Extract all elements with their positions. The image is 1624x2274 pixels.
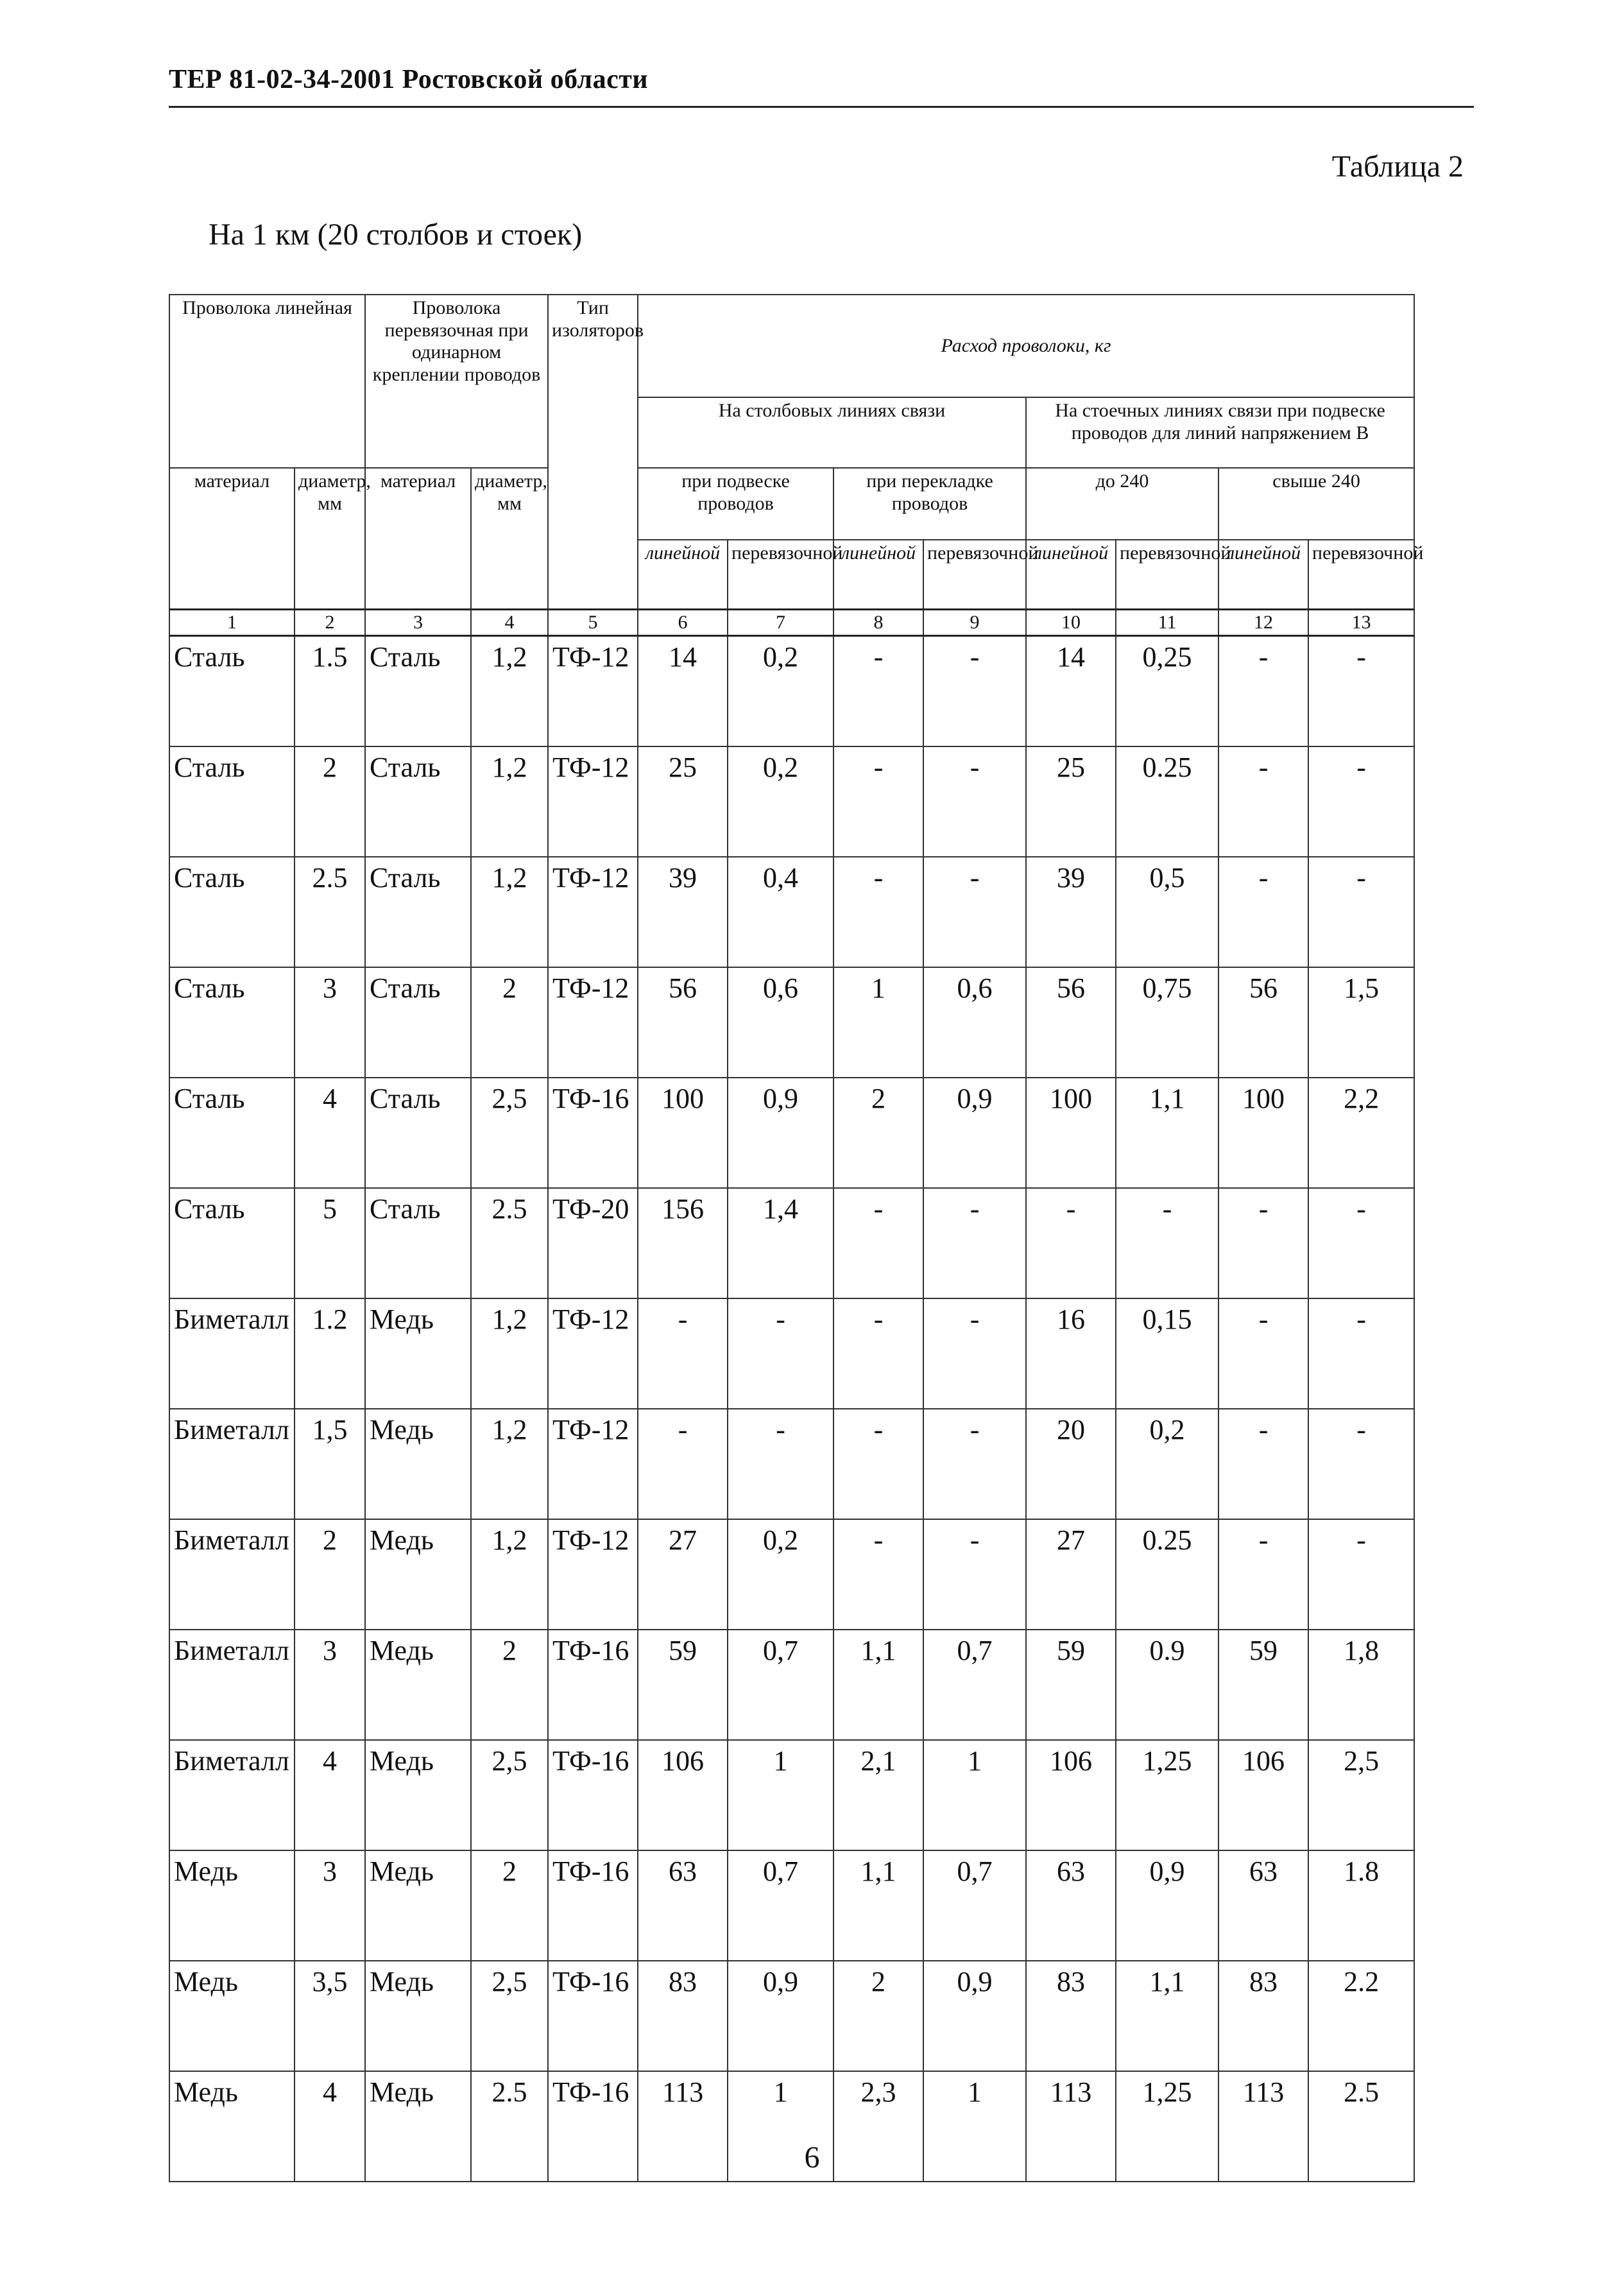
cell-binding-material: Медь (365, 1850, 471, 1961)
cell-binding-diameter: 2.5 (471, 2071, 548, 2182)
column-number: 3 (365, 609, 471, 635)
cell-rack-over240-binding: - (1308, 635, 1414, 746)
cell-pole-suspension-linear: 27 (638, 1519, 728, 1630)
cell-pole-transfer-binding: - (923, 635, 1026, 746)
cell-pole-transfer-binding: 0,7 (923, 1850, 1026, 1961)
cell-rack-over240-binding: 2,2 (1308, 1078, 1414, 1188)
column-number: 1 (169, 609, 295, 635)
cell-pole-suspension-binding: 0,2 (728, 746, 833, 857)
cell-pole-transfer-binding: - (923, 746, 1026, 857)
cell-binding-material: Медь (365, 1961, 471, 2071)
cell-binding-material: Медь (365, 1630, 471, 1740)
header-diameter-binding: диаметр, мм (471, 468, 548, 609)
cell-pole-suspension-binding: 0,2 (728, 635, 833, 746)
cell-binding-material: Сталь (365, 635, 471, 746)
cell-insulator-type: ТФ-12 (548, 1409, 638, 1519)
table-row (169, 1188, 1414, 1298)
cell-rack-upto240-linear: 113 (1026, 2071, 1116, 2182)
cell-pole-transfer-linear: 1,1 (833, 1850, 923, 1961)
header-binding: перевязочной (728, 540, 833, 609)
cell-pole-suspension-binding: - (728, 1409, 833, 1519)
cell-binding-diameter: 1,2 (471, 857, 548, 967)
cell-pole-transfer-linear: - (833, 857, 923, 967)
column-number: 9 (923, 609, 1026, 635)
cell-rack-over240-binding: - (1308, 857, 1414, 967)
table-row (169, 1409, 1414, 1519)
cell-pole-transfer-binding: 0,6 (923, 967, 1026, 1078)
cell-insulator-type: ТФ-16 (548, 1850, 638, 1961)
cell-binding-material: Медь (365, 1519, 471, 1630)
cell-pole-suspension-binding: 0,9 (728, 1961, 833, 2071)
column-number: 13 (1308, 609, 1414, 635)
cell-rack-upto240-binding: 1,25 (1116, 1740, 1218, 1850)
cell-binding-diameter: 2 (471, 967, 548, 1078)
cell-binding-material: Медь (365, 1409, 471, 1519)
cell-pole-transfer-linear: - (833, 1298, 923, 1409)
cell-rack-over240-binding: 2.5 (1308, 2071, 1414, 2182)
cell-rack-over240-linear: - (1218, 1298, 1308, 1409)
cell-material: Сталь (169, 857, 295, 967)
cell-rack-over240-binding: - (1308, 746, 1414, 857)
cell-binding-diameter: 2,5 (471, 1740, 548, 1850)
table-row (169, 635, 1414, 746)
header-binding: перевязочной (1308, 540, 1414, 609)
cell-pole-transfer-linear: 2 (833, 1961, 923, 2071)
cell-diameter: 3 (295, 1850, 365, 1961)
cell-rack-upto240-binding: 0.25 (1116, 746, 1218, 857)
cell-insulator-type: ТФ-12 (548, 635, 638, 746)
cell-rack-over240-binding: 2,5 (1308, 1740, 1414, 1850)
cell-rack-over240-linear: - (1218, 635, 1308, 746)
cell-pole-transfer-binding: 1 (923, 2071, 1026, 2182)
cell-rack-over240-linear: 83 (1218, 1961, 1308, 2071)
cell-pole-suspension-binding: - (728, 1298, 833, 1409)
header-upto-240: до 240 (1026, 468, 1218, 540)
cell-diameter: 1.2 (295, 1298, 365, 1409)
cell-pole-suspension-linear: 113 (638, 2071, 728, 2182)
table-subtitle: На 1 км (20 столбов и стоек) (209, 218, 583, 252)
cell-rack-upto240-linear: 100 (1026, 1078, 1116, 1188)
cell-insulator-type: ТФ-12 (548, 857, 638, 967)
table-row (169, 1850, 1414, 1961)
cell-rack-upto240-binding: 0,5 (1116, 857, 1218, 967)
cell-binding-diameter: 2 (471, 1630, 548, 1740)
cell-rack-over240-binding: - (1308, 1409, 1414, 1519)
cell-material: Сталь (169, 967, 295, 1078)
cell-rack-upto240-linear: 56 (1026, 967, 1116, 1078)
header-wire-binding: Проволока перевязочная при одинарном креплении проводов (365, 295, 548, 468)
cell-diameter: 1.5 (295, 635, 365, 746)
page-number: 6 (804, 2140, 820, 2175)
table-row (169, 746, 1414, 857)
cell-binding-diameter: 2.5 (471, 1188, 548, 1298)
cell-material: Биметалл (169, 1519, 295, 1630)
cell-rack-upto240-linear: 20 (1026, 1409, 1116, 1519)
cell-pole-transfer-binding: - (923, 857, 1026, 967)
cell-binding-material: Сталь (365, 967, 471, 1078)
cell-binding-diameter: 2,5 (471, 1078, 548, 1188)
cell-pole-suspension-binding: 0,6 (728, 967, 833, 1078)
header-material-binding: материал (365, 468, 471, 609)
header-rule (169, 106, 1474, 108)
cell-material: Биметалл (169, 1298, 295, 1409)
cell-rack-upto240-linear: 59 (1026, 1630, 1116, 1740)
cell-rack-upto240-linear: 14 (1026, 635, 1116, 746)
cell-pole-transfer-binding: - (923, 1298, 1026, 1409)
cell-material: Сталь (169, 746, 295, 857)
cell-pole-suspension-linear: 156 (638, 1188, 728, 1298)
cell-pole-transfer-linear: 1,1 (833, 1630, 923, 1740)
cell-pole-suspension-binding: 0,7 (728, 1850, 833, 1961)
cell-material: Сталь (169, 1188, 295, 1298)
cell-diameter: 1,5 (295, 1409, 365, 1519)
cell-diameter: 3,5 (295, 1961, 365, 2071)
wire-consumption-table (169, 294, 1424, 2182)
cell-rack-upto240-binding: 0.25 (1116, 1519, 1218, 1630)
cell-insulator-type: ТФ-16 (548, 2071, 638, 2182)
cell-rack-upto240-binding: 0,15 (1116, 1298, 1218, 1409)
cell-diameter: 4 (295, 2071, 365, 2182)
document-header: ТЕР 81-02-34-2001 Ростовской области (169, 65, 649, 94)
cell-pole-transfer-linear: - (833, 746, 923, 857)
cell-rack-upto240-binding: 0,9 (1116, 1850, 1218, 1961)
cell-pole-transfer-binding: - (923, 1519, 1026, 1630)
cell-rack-over240-binding: 1.8 (1308, 1850, 1414, 1961)
header-linear: линейной (638, 540, 728, 609)
cell-pole-transfer-linear: - (833, 1519, 923, 1630)
cell-pole-transfer-binding: - (923, 1409, 1026, 1519)
table-row (169, 1519, 1414, 1630)
cell-binding-material: Сталь (365, 1188, 471, 1298)
cell-rack-over240-linear: 100 (1218, 1078, 1308, 1188)
cell-rack-upto240-linear: 83 (1026, 1961, 1116, 2071)
header-material: материал (169, 468, 295, 609)
cell-rack-over240-linear: 59 (1218, 1630, 1308, 1740)
header-suspension: при подвеске проводов (638, 468, 833, 540)
cell-pole-suspension-binding: 0,9 (728, 1078, 833, 1188)
cell-insulator-type: ТФ-16 (548, 1630, 638, 1740)
cell-material: Биметалл (169, 1409, 295, 1519)
table-row (169, 967, 1414, 1078)
column-numbers-row (169, 609, 1414, 635)
cell-pole-transfer-linear: 1 (833, 967, 923, 1078)
cell-rack-upto240-binding: 0,2 (1116, 1409, 1218, 1519)
header-insulator-type: Тип изоляторов (548, 295, 638, 609)
column-number: 7 (728, 609, 833, 635)
cell-rack-over240-linear: - (1218, 1409, 1308, 1519)
cell-rack-over240-binding: 1,5 (1308, 967, 1414, 1078)
table-row (169, 1078, 1414, 1188)
cell-pole-suspension-binding: 0,7 (728, 1630, 833, 1740)
cell-material: Биметалл (169, 1740, 295, 1850)
cell-pole-suspension-linear: 59 (638, 1630, 728, 1740)
table-row (169, 1961, 1414, 2071)
table-label: Таблица 2 (1331, 150, 1464, 184)
cell-pole-suspension-linear: 25 (638, 746, 728, 857)
cell-insulator-type: ТФ-12 (548, 1298, 638, 1409)
cell-material: Медь (169, 2071, 295, 2182)
column-number: 8 (833, 609, 923, 635)
cell-pole-suspension-linear: 39 (638, 857, 728, 967)
table-row (169, 857, 1414, 967)
header-wire-linear: Проволока линейная (169, 295, 365, 468)
cell-pole-transfer-linear: 2,1 (833, 1740, 923, 1850)
cell-diameter: 3 (295, 1630, 365, 1740)
cell-insulator-type: ТФ-12 (548, 746, 638, 857)
table-row (169, 1298, 1414, 1409)
cell-rack-upto240-binding: 0.9 (1116, 1630, 1218, 1740)
cell-insulator-type: ТФ-16 (548, 1740, 638, 1850)
cell-binding-diameter: 2 (471, 1850, 548, 1961)
cell-rack-upto240-linear: 16 (1026, 1298, 1116, 1409)
cell-rack-over240-linear: 106 (1218, 1740, 1308, 1850)
cell-binding-diameter: 1,2 (471, 1298, 548, 1409)
cell-rack-upto240-binding: 1,25 (1116, 2071, 1218, 2182)
header-linear: линейной (1026, 540, 1116, 609)
header-transfer: при перекладке проводов (833, 468, 1026, 540)
cell-pole-suspension-binding: 0,4 (728, 857, 833, 967)
column-number: 6 (638, 609, 728, 635)
header-rack-lines: На стоечных линиях связи при подвеске проводов для линий напряжением В (1026, 397, 1414, 468)
cell-rack-over240-binding: 1,8 (1308, 1630, 1414, 1740)
cell-pole-suspension-linear: 106 (638, 1740, 728, 1850)
cell-binding-material: Медь (365, 1740, 471, 1850)
cell-rack-over240-linear: 63 (1218, 1850, 1308, 1961)
cell-rack-over240-linear: 113 (1218, 2071, 1308, 2182)
cell-rack-upto240-binding: 1,1 (1116, 1961, 1218, 2071)
cell-diameter: 2 (295, 746, 365, 857)
cell-binding-diameter: 1,2 (471, 746, 548, 857)
cell-material: Сталь (169, 1078, 295, 1188)
cell-rack-upto240-linear: 106 (1026, 1740, 1116, 1850)
cell-binding-material: Медь (365, 1298, 471, 1409)
cell-pole-transfer-linear: - (833, 1409, 923, 1519)
cell-rack-over240-binding: 2.2 (1308, 1961, 1414, 2071)
cell-diameter: 4 (295, 1740, 365, 1850)
cell-pole-suspension-binding: 1 (728, 1740, 833, 1850)
cell-rack-upto240-linear: 39 (1026, 857, 1116, 967)
cell-diameter: 2.5 (295, 857, 365, 967)
column-number: 11 (1116, 609, 1218, 635)
cell-pole-suspension-binding: 0,2 (728, 1519, 833, 1630)
cell-pole-transfer-binding: 0,9 (923, 1078, 1026, 1188)
cell-material: Медь (169, 1961, 295, 2071)
cell-diameter: 2 (295, 1519, 365, 1630)
cell-rack-upto240-binding: 1,1 (1116, 1078, 1218, 1188)
cell-pole-transfer-binding: 0,7 (923, 1630, 1026, 1740)
cell-material: Медь (169, 1850, 295, 1961)
cell-rack-upto240-binding: - (1116, 1188, 1218, 1298)
cell-rack-over240-binding: - (1308, 1298, 1414, 1409)
cell-rack-over240-linear: - (1218, 1519, 1308, 1630)
cell-binding-diameter: 1,2 (471, 1409, 548, 1519)
cell-rack-upto240-binding: 0,75 (1116, 967, 1218, 1078)
cell-rack-over240-binding: - (1308, 1188, 1414, 1298)
cell-rack-upto240-linear: 27 (1026, 1519, 1116, 1630)
cell-pole-transfer-binding: 1 (923, 1740, 1026, 1850)
cell-binding-diameter: 2,5 (471, 1961, 548, 2071)
column-number: 10 (1026, 609, 1116, 635)
cell-binding-material: Сталь (365, 746, 471, 857)
cell-pole-suspension-linear: 83 (638, 1961, 728, 2071)
header-linear: линейной (833, 540, 923, 609)
header-binding: перевязочной (923, 540, 1026, 609)
table-row (169, 1630, 1414, 1740)
cell-insulator-type: ТФ-12 (548, 1519, 638, 1630)
cell-rack-upto240-binding: 0,25 (1116, 635, 1218, 746)
cell-insulator-type: ТФ-12 (548, 967, 638, 1078)
cell-rack-over240-linear: - (1218, 857, 1308, 967)
cell-pole-transfer-linear: - (833, 635, 923, 746)
cell-material: Сталь (169, 635, 295, 746)
cell-binding-material: Сталь (365, 857, 471, 967)
cell-insulator-type: ТФ-16 (548, 1961, 638, 2071)
cell-rack-over240-linear: 56 (1218, 967, 1308, 1078)
cell-rack-over240-linear: - (1218, 1188, 1308, 1298)
header-linear: линейной (1218, 540, 1308, 609)
cell-binding-material: Медь (365, 2071, 471, 2182)
cell-rack-upto240-linear: 25 (1026, 746, 1116, 857)
column-number: 5 (548, 609, 638, 635)
cell-pole-suspension-linear: 100 (638, 1078, 728, 1188)
cell-pole-suspension-binding: 1,4 (728, 1188, 833, 1298)
header-consumption: Расход проволоки, кг (638, 295, 1414, 397)
cell-pole-transfer-linear: 2 (833, 1078, 923, 1188)
cell-insulator-type: ТФ-20 (548, 1188, 638, 1298)
header-binding: перевязочной (1116, 540, 1218, 609)
table-row (169, 1740, 1414, 1850)
cell-binding-material: Сталь (365, 1078, 471, 1188)
cell-material: Биметалл (169, 1630, 295, 1740)
cell-pole-suspension-linear: 56 (638, 967, 728, 1078)
cell-insulator-type: ТФ-16 (548, 1078, 638, 1188)
header-pole-lines: На столбовых линиях связи (638, 397, 1026, 468)
cell-rack-upto240-linear: 63 (1026, 1850, 1116, 1961)
cell-pole-transfer-linear: - (833, 1188, 923, 1298)
cell-binding-diameter: 1,2 (471, 1519, 548, 1630)
column-number: 2 (295, 609, 365, 635)
cell-binding-diameter: 1,2 (471, 635, 548, 746)
cell-diameter: 3 (295, 967, 365, 1078)
cell-rack-over240-binding: - (1308, 1519, 1414, 1630)
cell-rack-over240-linear: - (1218, 746, 1308, 857)
cell-pole-suspension-binding: 1 (728, 2071, 833, 2182)
cell-pole-suspension-linear: - (638, 1298, 728, 1409)
cell-pole-suspension-linear: 63 (638, 1850, 728, 1961)
cell-diameter: 5 (295, 1188, 365, 1298)
cell-pole-suspension-linear: 14 (638, 635, 728, 746)
header-diameter: диаметр, мм (295, 468, 365, 609)
cell-pole-transfer-binding: - (923, 1188, 1026, 1298)
cell-pole-suspension-linear: - (638, 1409, 728, 1519)
cell-pole-transfer-binding: 0,9 (923, 1961, 1026, 2071)
column-number: 12 (1218, 609, 1308, 635)
header-over-240: свыше 240 (1218, 468, 1414, 540)
column-number: 4 (471, 609, 548, 635)
cell-diameter: 4 (295, 1078, 365, 1188)
cell-rack-upto240-linear: - (1026, 1188, 1116, 1298)
cell-pole-transfer-linear: 2,3 (833, 2071, 923, 2182)
